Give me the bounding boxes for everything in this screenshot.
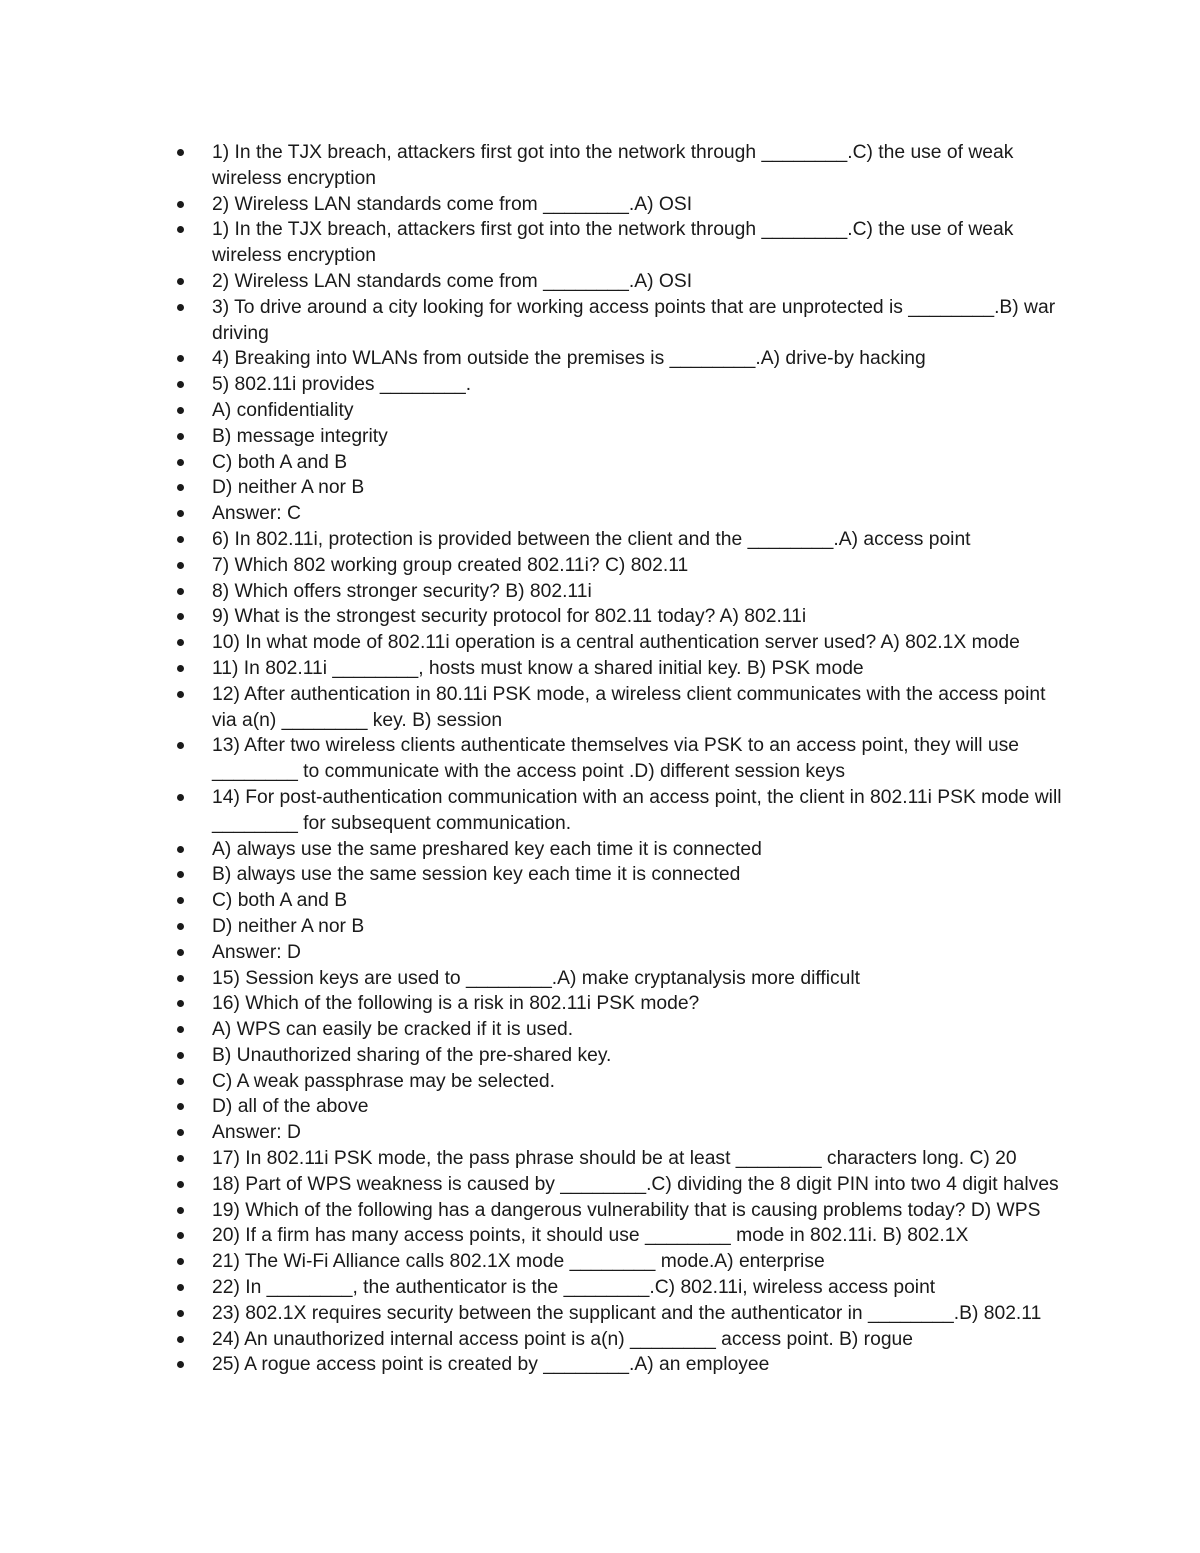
bullet-icon (177, 742, 184, 749)
bullet-icon (177, 304, 184, 311)
list-item-text: 10) In what mode of 802.11i operation is a central authentication server used? A) 802.1X mode (212, 632, 1020, 654)
bullet-icon (177, 1026, 184, 1033)
list-item (0, 398, 1200, 424)
bullet-icon (177, 871, 184, 878)
bullet-icon (177, 1129, 184, 1136)
list-item-text: 13) After two wireless clients authenticate themselves via PSK to an access point, they will use ________ to communicate with the access point .D) different session keys (212, 735, 1019, 783)
list-item-text: 15) Session keys are used to ________.A) make cryptanalysis more difficult (212, 967, 861, 989)
list-item-text: B) always use the same session key each time it is connected (212, 864, 741, 886)
list-item (0, 450, 1200, 476)
list-item (0, 682, 1200, 734)
list-item-text: 11) In 802.11i ________, hosts must know a shared initial key. B) PSK mode (212, 657, 864, 679)
list-item (0, 991, 1200, 1017)
bullet-icon (177, 1181, 184, 1188)
bullet-icon (177, 588, 184, 595)
bullet-icon (177, 1336, 184, 1343)
list-item-text: 12) After authentication in 80.11i PSK mode, a wireless client communicates with the access point via a(n) ________ key. B) session (212, 683, 1046, 731)
list-item (0, 656, 1200, 682)
bullet-icon (177, 639, 184, 646)
list-item-text: 21) The Wi-Fi Alliance calls 802.1X mode ________ mode.A) enterprise (212, 1251, 825, 1273)
bullet-icon (177, 484, 184, 491)
bullet-icon (177, 1232, 184, 1239)
list-item (0, 424, 1200, 450)
list-item-text: 1) In the TJX breach, attackers first got into the network through ________.C) the use of weak wireless encryption (212, 219, 1014, 267)
list-item (0, 1017, 1200, 1043)
list-item (0, 1249, 1200, 1275)
list-item-text: 25) A rogue access point is created by ________.A) an employee (212, 1354, 770, 1376)
list-item (0, 1198, 1200, 1224)
list-item (0, 527, 1200, 553)
list-item-text: A) confidentiality (212, 399, 354, 421)
bullet-icon (177, 794, 184, 801)
list-item-text: B) message integrity (212, 425, 388, 447)
list-item-text: 4) Breaking into WLANs from outside the premises is ________.A) drive-by hacking (212, 348, 926, 370)
bullet-icon (177, 510, 184, 517)
list-item-text: 9) What is the strongest security protocol for 802.11 today? A) 802.11i (212, 606, 807, 628)
list-item-text: 19) Which of the following has a dangerous vulnerability that is causing problems today? D) WPS (212, 1199, 1041, 1221)
list-item-text: 20) If a firm has many access points, it should use ________ mode in 802.11i. B) 802.1X (212, 1225, 969, 1247)
list-item-text: 18) Part of WPS weakness is caused by ________.C) dividing the 8 digit PIN into two 4 digit halves (212, 1173, 1059, 1195)
list-item-text: 7) Which 802 working group created 802.11i? C) 802.11 (212, 554, 689, 576)
list-item (0, 140, 1200, 192)
list-item (0, 346, 1200, 372)
list-item (0, 1069, 1200, 1095)
list-item (0, 1327, 1200, 1353)
bullet-icon (177, 1078, 184, 1085)
list-item-text: Answer: D (212, 941, 301, 963)
list-item (0, 733, 1200, 785)
bullet-icon (177, 1052, 184, 1059)
list-item (0, 1301, 1200, 1327)
bullet-icon (177, 433, 184, 440)
bullet-icon (177, 562, 184, 569)
list-item-text: 6) In 802.11i, protection is provided between the client and the ________.A) access point (212, 528, 971, 550)
list-item-text: Answer: C (212, 503, 301, 525)
list-item (0, 630, 1200, 656)
list-item-text: 1) In the TJX breach, attackers first got into the network through ________.C) the use of weak wireless encryption (212, 142, 1014, 189)
list-item (0, 1223, 1200, 1249)
bullet-icon (177, 1284, 184, 1291)
list-item (0, 604, 1200, 630)
bullet-icon (177, 1103, 184, 1110)
bullet-icon (177, 1207, 184, 1214)
list-item-text: 5) 802.11i provides ________. (212, 374, 472, 396)
bullet-icon (177, 923, 184, 930)
list-item (0, 1043, 1200, 1069)
list-item-text: 2) Wireless LAN standards come from ________.A) OSI (212, 270, 693, 292)
list-item (0, 553, 1200, 579)
bullet-icon (177, 1258, 184, 1265)
bullet-icon (177, 665, 184, 672)
list-item-text: C) both A and B (212, 890, 348, 912)
list-item-text: C) both A and B (212, 451, 348, 473)
list-item-text: D) neither A nor B (212, 915, 365, 937)
list-item (0, 940, 1200, 966)
list-item (0, 862, 1200, 888)
list-item (0, 475, 1200, 501)
list-item (0, 1094, 1200, 1120)
bullet-icon (177, 355, 184, 362)
list-item (0, 1275, 1200, 1301)
list-item (0, 1172, 1200, 1198)
list-item-text: 3) To drive around a city looking for working access points that are unprotected is ________.B) war driving (212, 296, 1056, 344)
list-item-text: B) Unauthorized sharing of the pre-shared key. (212, 1044, 612, 1066)
list-item-text: 14) For post-authentication communication with an access point, the client in 802.11i PSK mode will ________ for subsequent communication. (212, 786, 1062, 834)
bullet-icon (177, 1000, 184, 1007)
list-item-text: 8) Which offers stronger security? B) 802.11i (212, 580, 592, 602)
list-item (0, 217, 1200, 269)
list-item (0, 914, 1200, 940)
list-item-text: 17) In 802.11i PSK mode, the pass phrase should be at least ________ characters long. C) 20 (212, 1148, 1017, 1170)
bullet-icon (177, 459, 184, 466)
list-item-text: 16) Which of the following is a risk in 802.11i PSK mode? (212, 993, 700, 1015)
list-item (0, 501, 1200, 527)
list-item (0, 785, 1200, 837)
list-item-text: 2) Wireless LAN standards come from ________.A) OSI (212, 193, 693, 215)
list-item-text: 24) An unauthorized internal access point is a(n) ________ access point. B) rogue (212, 1328, 913, 1350)
list-item-text: 22) In ________, the authenticator is the ________.C) 802.11i, wireless access point (212, 1277, 936, 1299)
question-answer-list (0, 140, 1200, 1378)
list-item-text: A) WPS can easily be cracked if it is used. (212, 1019, 574, 1041)
list-item (0, 966, 1200, 992)
list-item (0, 372, 1200, 398)
list-item-text: 23) 802.1X requires security between the supplicant and the authenticator in ________.B) 802.11 (212, 1302, 1042, 1324)
bullet-icon (177, 536, 184, 543)
bullet-icon (177, 1310, 184, 1317)
bullet-icon (177, 381, 184, 388)
bullet-icon (177, 1155, 184, 1162)
list-item-text: D) neither A nor B (212, 477, 365, 499)
bullet-icon (177, 201, 184, 208)
list-item (0, 1352, 1200, 1378)
list-item (0, 295, 1200, 347)
list-item (0, 888, 1200, 914)
bullet-icon (177, 897, 184, 904)
bullet-icon (177, 613, 184, 620)
bullet-icon (177, 226, 184, 233)
bullet-icon (177, 1361, 184, 1368)
list-item (0, 269, 1200, 295)
list-item-text: D) all of the above (212, 1096, 369, 1118)
list-item (0, 1146, 1200, 1172)
list-item (0, 579, 1200, 605)
bullet-icon (177, 278, 184, 285)
list-item (0, 837, 1200, 863)
bullet-icon (177, 846, 184, 853)
list-item-text: C) A weak passphrase may be selected. (212, 1070, 555, 1092)
list-item-text: Answer: D (212, 1122, 301, 1144)
bullet-icon (177, 691, 184, 698)
bullet-icon (177, 949, 184, 956)
list-item-text: A) always use the same preshared key each time it is connected (212, 838, 762, 860)
list-item (0, 192, 1200, 218)
bullet-icon (177, 149, 184, 156)
list-item (0, 1120, 1200, 1146)
bullet-icon (177, 407, 184, 414)
bullet-icon (177, 975, 184, 982)
